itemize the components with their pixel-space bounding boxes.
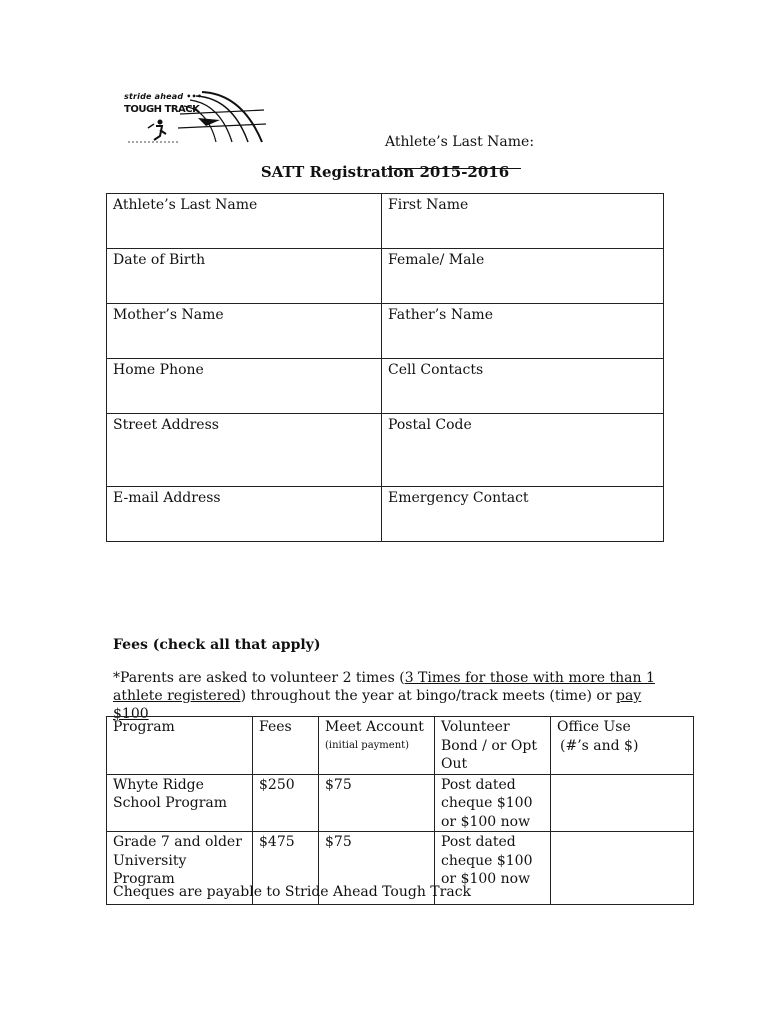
header-program: Program <box>107 717 253 775</box>
fees-cell: $250 <box>253 774 319 832</box>
table-row <box>107 249 664 304</box>
note-prefix: *Parents are asked to volunteer 2 times ( <box>113 670 405 686</box>
header-meet-account-label: Meet Account <box>325 719 424 735</box>
program-cell: Whyte Ridge School Program <box>107 774 253 832</box>
table-row <box>107 359 664 414</box>
field-mothers-name[interactable]: Mother’s Name <box>107 304 382 359</box>
header-office-use-label: Office Use <box>557 719 631 735</box>
table-row <box>107 487 664 542</box>
field-athlete-last-name[interactable]: Athlete’s Last Name <box>107 194 382 249</box>
fees-cell: $475 <box>253 832 319 905</box>
fees-heading: Fees (check all that apply) <box>113 637 321 653</box>
header-office-use-sub: (#’s and $) <box>560 737 639 754</box>
logo-wordmark: TOUGH TRACK <box>124 104 200 115</box>
note-underlined-pay: pay $100 <box>113 688 642 722</box>
header-office-use <box>551 717 694 775</box>
field-emergency-contact[interactable]: Emergency Contact <box>382 487 664 542</box>
header-volunteer-bond: Volunteer Bond / or Opt Out <box>435 717 551 775</box>
table-row <box>107 774 694 832</box>
meet-account-cell: $75 <box>319 774 435 832</box>
field-postal-code[interactable]: Postal Code <box>382 414 664 487</box>
volunteer-bond-cell: Post dated cheque $100 or $100 now <box>435 774 551 832</box>
meet-account-cell: $75 <box>319 832 435 905</box>
registration-table <box>106 193 664 542</box>
note-middle: ) throughout the year at bingo/track meets (time) or <box>240 688 616 704</box>
cheques-payable-note: Cheques are payable to Stride Ahead Tough Track <box>113 884 472 900</box>
field-fathers-name[interactable]: Father’s Name <box>382 304 664 359</box>
table-header-row <box>107 717 694 775</box>
field-gender[interactable]: Female/ Male <box>382 249 664 304</box>
field-first-name[interactable]: First Name <box>382 194 664 249</box>
field-home-phone[interactable]: Home Phone <box>107 359 382 414</box>
office-use-cell[interactable] <box>551 832 694 905</box>
volunteer-note <box>113 669 673 723</box>
program-cell: Grade 7 and older University Program <box>107 832 253 905</box>
table-row <box>107 414 664 487</box>
header-meet-account <box>319 717 435 775</box>
field-date-of-birth[interactable]: Date of Birth <box>107 249 382 304</box>
volunteer-bond-cell: Post dated cheque $100 or $100 now <box>435 832 551 905</box>
field-cell-contacts[interactable]: Cell Contacts <box>382 359 664 414</box>
office-use-cell[interactable] <box>551 774 694 832</box>
satt-logo <box>120 88 270 146</box>
note-underlined-athletes: 3 Times for those with more than 1 athlete registered <box>113 670 655 704</box>
field-street-address[interactable]: Street Address <box>107 414 382 487</box>
page-title: SATT Registration 2015-2016 <box>260 163 510 181</box>
table-row <box>107 304 664 359</box>
fees-table <box>106 716 694 905</box>
athlete-last-name-label: Athlete’s Last Name: <box>385 134 535 150</box>
header-fees: Fees <box>253 717 319 775</box>
table-row <box>107 194 664 249</box>
header-meet-account-sub: (initial payment) <box>325 739 410 751</box>
field-email-address[interactable]: E-mail Address <box>107 487 382 542</box>
logo-tagline: stride ahead ••• <box>124 92 203 101</box>
